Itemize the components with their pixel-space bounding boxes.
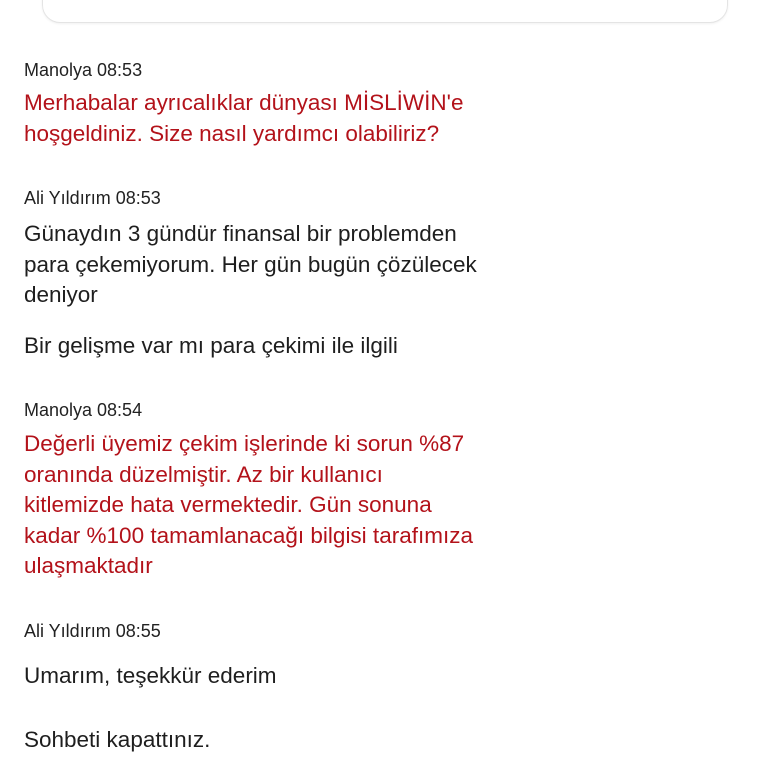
message-line: kitlemizde hata vermektedir. Gün sonuna — [24, 492, 432, 517]
user-message: Bir gelişme var mı para çekimi ile ilgili — [24, 333, 398, 358]
message-header: Manolya 08:54 — [24, 400, 143, 420]
message-line: Günaydın 3 gündür finansal bir problemden — [24, 221, 457, 246]
message-line: oranında düzelmiştir. Az bir kullanıcı — [24, 461, 383, 487]
message-line: Merhabalar ayrıcalıklar dünyası MİSLİWİN'e — [24, 90, 464, 115]
user-message — [24, 219, 477, 311]
message-line: deniyor — [24, 282, 98, 307]
top-card — [42, 0, 728, 23]
agent-message — [24, 429, 473, 582]
user-message — [24, 661, 277, 692]
agent-message — [24, 88, 463, 149]
message-line: hoşgeldiniz. Size nasıl yardımcı olabiliriz? — [24, 120, 440, 146]
message-line: para çekemiyorum. Her gün bugün çözülecek — [24, 251, 477, 277]
message-header: Ali Yıldırım 08:55 — [24, 621, 161, 641]
message-header: Manolya 08:53 — [24, 60, 143, 80]
chat-closed-status: Sohbeti kapattınız. — [24, 727, 211, 752]
message-line: kadar %100 tamamlanacağı bilgisi tarafımıza — [24, 522, 473, 548]
message-line: Umarım, teşekkür ederim — [24, 663, 277, 688]
message-line: Değerli üyemiz çekim işlerinde ki sorun %87 — [24, 431, 465, 456]
message-line: ulaşmaktadır — [24, 553, 153, 578]
message-header: Ali Yıldırım 08:53 — [24, 188, 161, 208]
